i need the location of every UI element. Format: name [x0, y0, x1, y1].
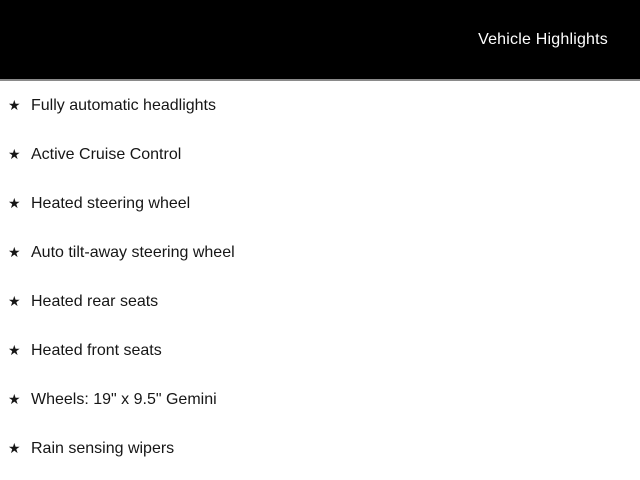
list-item [8, 179, 640, 228]
list-item-label: Fully automatic headlights [31, 96, 216, 114]
list-item-label: Active Cruise Control [31, 145, 182, 163]
list-item [8, 81, 640, 130]
star-icon: ★ [8, 243, 21, 260]
list-item [8, 228, 640, 277]
star-icon: ★ [8, 390, 21, 407]
list-item-label: Wheels: 19" x 9.5" Gemini [31, 390, 217, 408]
list-item [8, 277, 640, 326]
star-icon: ★ [8, 96, 21, 113]
star-icon: ★ [8, 292, 21, 309]
list-item [8, 375, 640, 424]
star-icon: ★ [8, 194, 21, 211]
list-item-label: Heated rear seats [31, 292, 159, 310]
star-icon: ★ [8, 145, 21, 162]
list-item-label: Rain sensing wipers [31, 439, 175, 457]
list-item-label: Heated steering wheel [31, 194, 191, 212]
highlights-list [0, 81, 640, 473]
list-item-label: Heated front seats [31, 341, 162, 359]
list-item [8, 130, 640, 179]
list-item [8, 424, 640, 473]
star-icon: ★ [8, 341, 21, 358]
list-item-label: Auto tilt-away steering wheel [31, 243, 235, 261]
list-item [8, 326, 640, 375]
header-bar [0, 0, 640, 81]
star-icon: ★ [8, 439, 21, 456]
page-title: Vehicle Highlights [478, 30, 608, 48]
